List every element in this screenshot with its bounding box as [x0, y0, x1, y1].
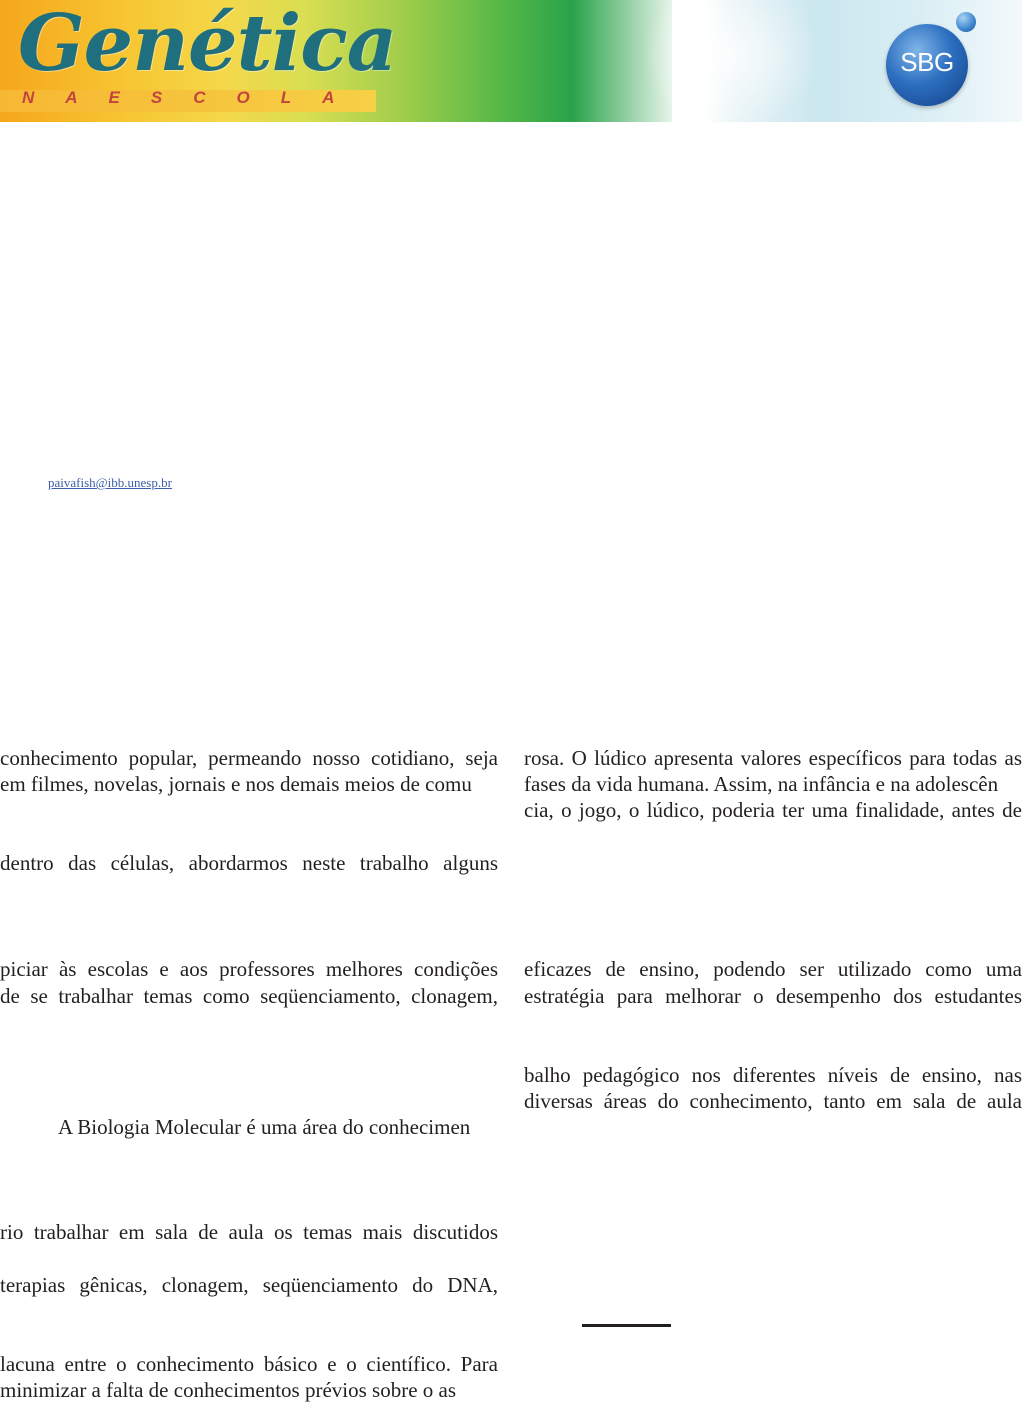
- left-column-line: dentro das células, abordarmos neste trabalho alguns: [0, 851, 498, 875]
- left-column-line: piciar às escolas e aos professores melhores condições: [0, 957, 498, 981]
- right-column-line: fases da vida humana. Assim, na infância e na adolescên: [524, 772, 999, 796]
- sbg-logo-small-sphere: [956, 12, 976, 32]
- left-column-line: lacuna entre o conhecimento básico e o científico. Para: [0, 1352, 498, 1376]
- left-column-line: conhecimento popular, permeando nosso cotidiano, seja: [0, 746, 498, 770]
- left-column-line: minimizar a falta de conhecimentos prévios sobre o as: [0, 1378, 457, 1402]
- banner-glow: [640, 0, 820, 130]
- right-column-line: eficazes de ensino, podendo ser utilizado como uma: [524, 957, 1022, 981]
- header-banner: [0, 0, 1022, 122]
- section-rule: [582, 1324, 671, 1327]
- right-column-line: rosa. O lúdico apresenta valores específicos para todas as: [524, 746, 1022, 770]
- left-column-paragraph-start: A Biologia Molecular é uma área do conhecimen: [58, 1115, 471, 1139]
- left-column-line: de se trabalhar temas como seqüenciamento, clonagem,: [0, 984, 498, 1008]
- sbg-logo-text: SBG: [900, 47, 954, 77]
- right-column-line: diversas áreas do conhecimento, tanto em sala de aula: [524, 1089, 1022, 1113]
- left-column-line: em filmes, novelas, jornais e nos demais meios de comu: [0, 772, 472, 796]
- journal-logo-title: Genética: [18, 0, 397, 89]
- journal-logo-subtitle: NAESCOLA: [22, 88, 366, 107]
- left-column-line: terapias gênicas, clonagem, seqüenciamento do DNA,: [0, 1273, 498, 1297]
- left-column-line: rio trabalhar em sala de aula os temas mais discutidos: [0, 1220, 498, 1244]
- right-column-line: cia, o jogo, o lúdico, poderia ter uma finalidade, antes de: [524, 798, 1022, 822]
- right-column-line: estratégia para melhorar o desempenho dos estudantes: [524, 984, 1022, 1008]
- author-email-link[interactable]: paivafish@ibb.unesp.br: [48, 475, 172, 490]
- right-column-line: balho pedagógico nos diferentes níveis de ensino, nas: [524, 1063, 1022, 1087]
